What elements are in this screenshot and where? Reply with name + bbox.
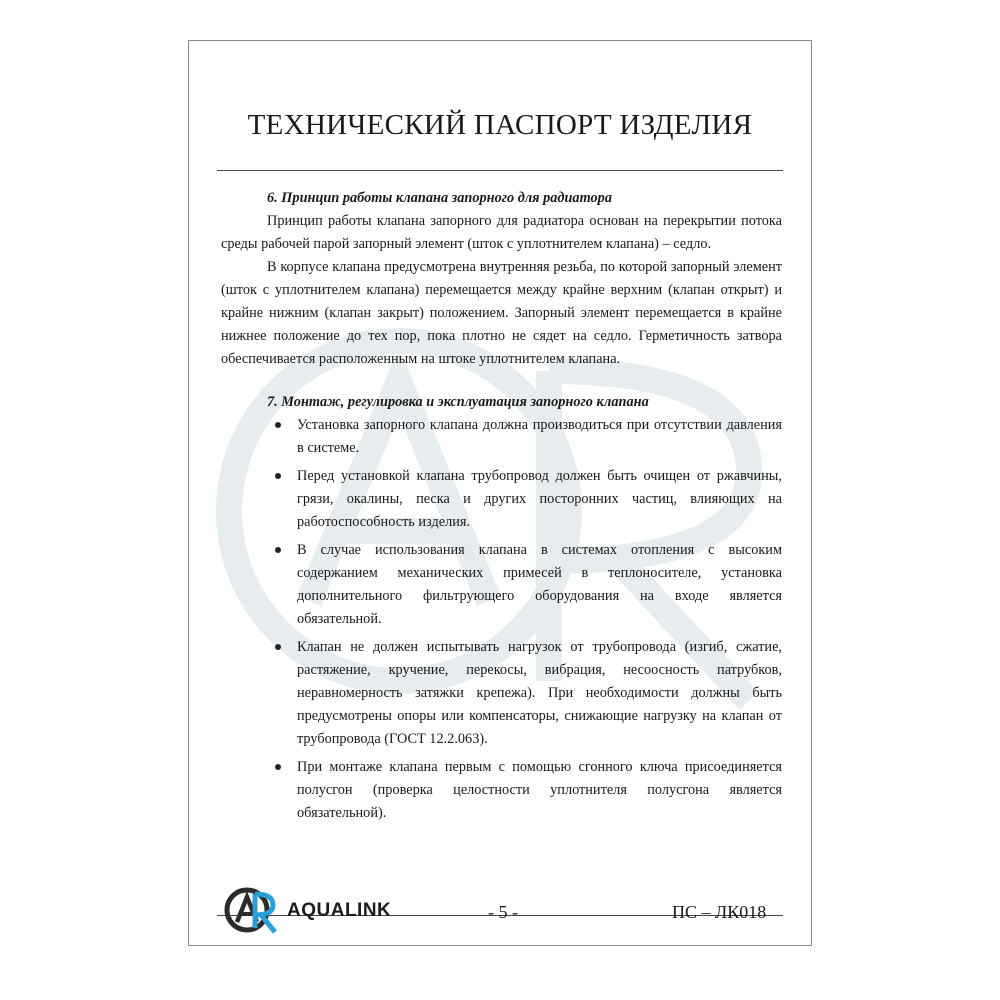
- section-6-heading: 6. Принцип работы клапана запорного для радиатора: [267, 190, 612, 206]
- bullet-item: [221, 539, 782, 631]
- bullet-text: При монтаже клапана первым с помощью сгонного ключа присоединяется полусгон (проверка целостности уплотнителя полусгона является обязательной).: [297, 759, 782, 821]
- bullet-text: Установка запорного клапана должна производиться при отсутствии давления в системе.: [297, 417, 782, 456]
- bullet-dot-icon: [275, 422, 281, 428]
- bullet-dot-icon: [275, 644, 281, 650]
- brand-name: AQUALINK: [287, 900, 392, 921]
- header-divider: [217, 170, 783, 171]
- section-6-paragraph-2: В корпусе клапана предусмотрена внутренняя резьба, по которой запорный элемент (шток с уплотнителем клапана) перемещается между крайне верхним (клапан открыт) и крайне нижним (клапан закрыт) положением. Запорный элемент перемещается в крайне нижнее положение до тех пор, пока плотно не сядет на седло. Герметичность затвора обеспечивается расположенным на штоке уплотнителем клапана.: [221, 259, 782, 367]
- document-page: [188, 40, 812, 946]
- bullet-dot-icon: [275, 547, 281, 553]
- bullet-text: В случае использования клапана в системах отопления с высоким содержанием механических примесей в теплоносителе, установка дополнительного фильтрующего оборудования на входе является обязательной.: [297, 542, 782, 627]
- bullet-dot-icon: [275, 473, 281, 479]
- bullet-dot-icon: [275, 764, 281, 770]
- bullet-item: [221, 414, 782, 460]
- document-body: [221, 187, 782, 830]
- document-code: ПС – ЛК018: [672, 902, 767, 922]
- bullet-item: [221, 465, 782, 534]
- section-spacer: [221, 371, 782, 391]
- aqualink-logo-icon: [223, 884, 281, 936]
- bullet-text: Перед установкой клапана трубопровод должен быть очищен от ржавчины, грязи, окалины, песка и других посторонних частиц, влияющих на работоспособность изделия.: [297, 468, 782, 530]
- page-number: - 5 -: [488, 902, 518, 922]
- section-6-paragraph-1: Принцип работы клапана запорного для радиатора основан на перекрытии потока среды рабочей парой запорный элемент (шток с уплотнителем клапана) – седло.: [221, 213, 782, 252]
- section-7-heading: 7. Монтаж, регулировка и эксплуатация запорного клапана: [267, 394, 649, 410]
- section-7-bullet-list: [221, 414, 782, 825]
- page-title: ТЕХНИЧЕСКИЙ ПАСПОРТ ИЗДЕЛИЯ: [247, 109, 753, 141]
- bullet-item: [221, 636, 782, 751]
- bullet-text: Клапан не должен испытывать нагрузок от трубопровода (изгиб, сжатие, растяжение, кручение, перекосы, вибрация, несоосность патрубков, неравномерность затяжки крепежа). При необходимости должны быть предусмотрены опоры или компенсаторы, снижающие нагрузку на клапан от трубопровода (ГОСТ 12.2.063).: [297, 639, 782, 747]
- bullet-item: [221, 756, 782, 825]
